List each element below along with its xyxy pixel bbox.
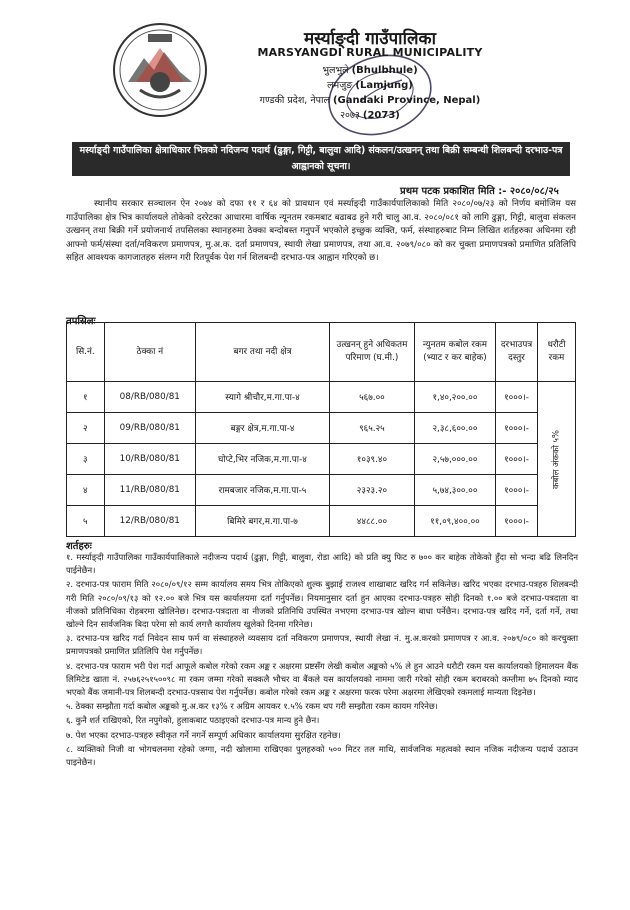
cell-contract: 11/RB/080/81	[104, 475, 195, 506]
cell-contract: 09/RB/080/81	[104, 413, 195, 444]
municipality-emblem-icon	[110, 20, 210, 120]
municipality-name-np: मर्स्याङ्दी गाउँपालिका	[304, 29, 436, 49]
cell-sn: ५	[67, 506, 105, 537]
cell-volume: ४४८८.००	[330, 506, 415, 537]
notice-title: मर्स्याङ्दी गाउँपालिका क्षेत्राधिकार भित्रको नदिजन्य पदार्थ (ढुङ्गा, गिट्टी, बालुवा आदि) संकलन/उत्खनन् तथा बिक्री सम्बन्धी शिलबन्दी दरभाउ-पत्र आह्वानको सूचना।	[72, 142, 570, 176]
cell-min-amount: २,५७,०००.००	[414, 444, 495, 475]
cell-sn: ३	[67, 444, 105, 475]
term-item: २. दरभाउ-पत्र फाराम मिति २०८०/०९/१२ सम्म कार्यालय समय भित्र तोकिएको शुल्क बुझाई राजश्व शाखाबाट खरिद गर्न सकिनेछ। खरिद भएका दरभाउ-पत्रहरु शिलबन्दी गरी मिति २०८०/०९/१३ को १२.०० बजे भित्र यस कार्यालयमा दर्ता गर्नुपर्नेछ। नियमानुसार दर्ता हुन आएका दरभाउ-पत्रहरु सोही दिनको १.०० बजे दरभाउ-पत्रदाता वा नीजको प्रतिनिधिका रोहबरमा खोलिनेछ। दरभाउ-पत्रदाता वा नीजको प्रतिनिधि उपस्थित नभएमा दरभाउ-पत्र खोल्न बाधा पर्नेछैन। दरभाउ-पत्र खरिद गर्ने, दर्ता गर्ने, तथा खोल्ने दिन सार्वजनिक बिदा परेमा सो कार्य लगत्तै कार्यालय खुलेको दिनमा गरिनेछ।	[66, 579, 578, 630]
term-item: १. मर्स्याङ्दी गाउँपालिका गाउँकार्यपालिकाले नदीजन्य पदार्थ (ढुङ्गा, गिट्टी, बालुवा, रोडा आदि) को प्रति क्यु फिट रु ७०० कर बाहेक तोकेको हुँदा सो भन्दा बढि लिनदिन पाईनेछैन।	[66, 552, 578, 576]
cell-fee: १०००।-	[496, 506, 538, 537]
cell-fee: १०००।-	[496, 382, 538, 413]
cell-contract: 12/RB/080/81	[104, 506, 195, 537]
address-line-2: लमजुङ (Lamjung)	[327, 80, 413, 91]
cell-area: रामबजार नजिक,म.गा.पा-५	[195, 475, 329, 506]
publish-date: प्रथम पटक प्रकाशित मिति :- २०८०/०८/२५	[400, 186, 559, 197]
cell-min-amount: ११,०९,४००.००	[414, 506, 495, 537]
term-item: ७. पेश भएका दरभाउ-पत्रहरु स्वीकृत गर्ने नगर्ने सम्पूर्ण अधिकार कार्यालयमा सुरक्षित रहनेछ।	[66, 729, 341, 740]
column-header: बगर तथा नदी क्षेत्र	[195, 323, 329, 382]
table-row	[67, 444, 576, 475]
address-line-3: गण्डकी प्रदेश, नेपाल (Gandaki Province, Nepal)	[259, 95, 481, 106]
cell-area: स्यागे श्रीचौर,म.गा.पा-४	[195, 382, 329, 413]
cell-min-amount: १,४०,२००.००	[414, 382, 495, 413]
cell-area: बङ्गर क्षेत्र,म.गा.पा-४	[195, 413, 329, 444]
table-row	[67, 382, 576, 413]
column-header: धरौटी रकम	[537, 323, 575, 382]
term-item: ३. दरभाउ-पत्र खरिद गर्दा निवेदन साथ फर्म वा संस्थाहरुले व्यवसाय दर्ता नविकरण प्रमाणपत्र, स्थायी लेखा नं. मु.अ.करको प्रमाणपत्र र आ.व. २०७९/०८० को करचुक्ता प्रमाणपत्रको प्रमाणित प्रतिलिपि पेश गर्नुपर्नेछ।	[66, 633, 578, 657]
column-header: सि.नं.	[67, 323, 105, 382]
term-item: ५. ठेक्का सम्झौता गर्दा कबोल अङ्कको मु.अ.कर १३% र अग्रिम आयकर १.५% रकम थप गरी सम्झौता रकम कायम गरिनेछ।	[66, 701, 438, 712]
cell-area: बिमिरे बगर,म.गा.पा-७	[195, 506, 329, 537]
schedule-table	[66, 322, 576, 537]
cell-min-amount: ५,७४,३००.००	[414, 475, 495, 506]
term-item: ४. दरभाउ-पत्र फाराम भरी पेश गर्दा आफूले कबोल गरेको रकम अङ्क र अक्षरमा प्रष्टसँग लेखी कबोल अङ्कको ५% ले हुन आउने धरौटी रकम यस कार्यालयको हिमालयन बैंक लिमिटेड खाता नं. २५७६२५१५००९८ मा रकम जम्मा गरेको सक्कलै भौचर वा बैंकले यस कार्यालयको नाममा जारी गरेको सोही रकम बराबरको कम्तीमा ७५ दिनको म्याद भएको बैंक जमानी-पत्र शिलबन्दी दरभाउ-पत्रसाथ पेश गर्नुपर्नेछ। कबोल गरेको रकम अङ्क र अक्षरमा फरक परेमा अक्षरमा लेखिएको रकमलाई मान्यता दिइनेछ।	[66, 660, 578, 698]
cell-min-amount: २,३८,६००.००	[414, 413, 495, 444]
term-item: ६. कुनै शर्त राखिएको, रित नपुगेको, हुलाकबाट पठाइएको दरभाउ-पत्र मान्य हुने छैन।	[66, 715, 320, 726]
cell-contract: 10/RB/080/81	[104, 444, 195, 475]
cell-sn: १	[67, 382, 105, 413]
table-row	[67, 506, 576, 537]
address-line-4: २०७३ (2073)	[340, 110, 400, 121]
cell-volume: ५६७.००	[330, 382, 415, 413]
terms-heading: शर्तहरुः	[66, 541, 92, 552]
cell-sn: ४	[67, 475, 105, 506]
cell-fee: १०००।-	[496, 475, 538, 506]
cell-volume: २३२३.२०	[330, 475, 415, 506]
term-item: ८. व्यक्तिको निजी वा भोगचलनमा रहेको जग्गा, नदी खोलामा राखिएका पुलहरुको ५०० मिटर तल माथि, सार्वजनिक महत्वको स्थान नजिक नदीजन्य पदार्थ उठाउन पाइनेछैन।	[66, 743, 578, 768]
table-row	[67, 413, 576, 444]
terms-list	[66, 551, 578, 770]
schedule-label: तपसिलः	[66, 316, 96, 327]
cell-contract: 08/RB/080/81	[104, 382, 195, 413]
cell-fee: १०००।-	[496, 413, 538, 444]
cell-area: घोप्टे,भिर नजिक,म.गा.पा-४	[195, 444, 329, 475]
cell-volume: १०३९.४०	[330, 444, 415, 475]
intro-paragraph: स्थानीय सरकार सञ्चालन ऐन २०७४ को दफा ११ र ६४ को प्रावधान एवं मर्स्याङ्दी गाउँकार्यपालिकाको मिति २०८०/०७/२३ को निर्णय बमोजिम यस गाउँपालिका क्षेत्र भित्र कार्यालयले तोकेको दररेटका आधारमा वार्षिक न्यूनतम रकमबाट बढाबढ हुने गरी चालु आ.व. २०८०/०८१ को लागि ढुङ्गा, गिट्टी, बालुवा संकलन उत्खनन् तथा बिक्री गर्ने प्रयोजनार्थ तपसिलका स्थानहरुमा ठेक्का बन्दोबस्त गनुपर्ने भएकोले इच्छुक व्यक्ति, फर्म, संस्थाहरुबाट निम्न लिखित शर्तहरुका अधिनमा रही आफ्नो फर्म/संस्था दर्ता/नविकरण प्रमाणपत्र, मु.अ.क. दर्ता प्रमाणपत्र, स्थायी लेखा प्रमाणपत्र, तथा आ.व. २०७९/०८० को कर चुक्ता प्रमाणपत्रको प्रमाणित प्रतिलिपि सहित आवश्यक कागजातहरु संलग्न गरी रितपूर्वक पेश गर्न शिलबन्दी दरभाउ-पत्र आह्वान गरिएको छ।	[66, 199, 576, 264]
cell-deposit: कबोल अंकको ५%	[537, 382, 575, 537]
cell-sn: २	[67, 413, 105, 444]
cell-volume: ९६५.२५	[330, 413, 415, 444]
column-header: ठेक्का नं	[104, 323, 195, 382]
municipality-name-en: MARSYANGDI RURAL MUNICIPALITY	[257, 46, 483, 59]
cell-fee: १०००।-	[496, 444, 538, 475]
column-header: न्युनतम कबोल रकम (भ्याट र कर बाहेक)	[414, 323, 495, 382]
column-header: उत्खनन् हुने अधिकतम परिमाण (घ.मी.)	[330, 323, 415, 382]
address-line-1: भुलभुले (Bhulbhule)	[322, 65, 418, 76]
table-row	[67, 475, 576, 506]
table-header-row	[67, 323, 576, 382]
column-header: दरभाउपत्र दस्तुर	[496, 323, 538, 382]
